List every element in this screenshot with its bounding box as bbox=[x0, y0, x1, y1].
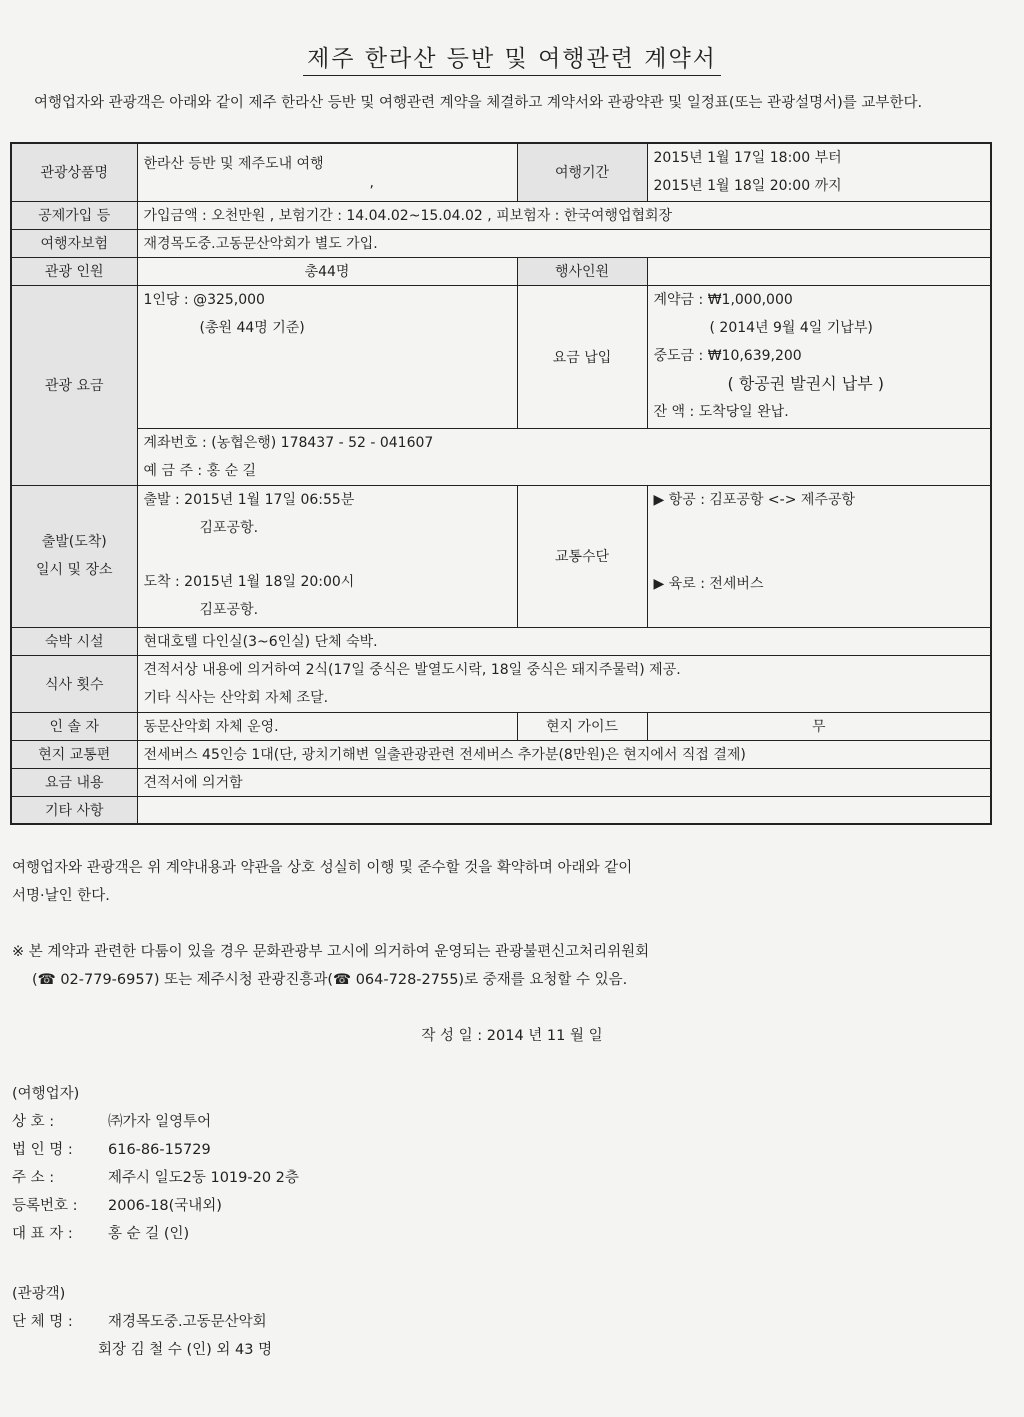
leader-label: 인 솔 자 bbox=[11, 712, 137, 740]
intro-paragraph: 여행업자와 관광객은 아래와 같이 제주 한라산 등반 및 여행관련 계약을 체결하고 계약서와 관광약관 및 일정표(또는 관광설명서)를 교부한다. bbox=[34, 95, 923, 111]
etc-value bbox=[137, 796, 991, 824]
lodging-label: 숙박 시설 bbox=[11, 627, 137, 655]
departure-label bbox=[11, 485, 137, 627]
document-title: 제주 한라산 등반 및 여행관련 계약서 bbox=[0, 40, 1024, 73]
period-label: 여행기간 bbox=[517, 143, 647, 201]
arrive-line1: 도착 : 2015년 1월 18일 20:00시 bbox=[143, 573, 355, 590]
account-number: 계좌번호 : (농협은행) 178437 - 52 - 041607 bbox=[143, 434, 434, 451]
row-lodging bbox=[11, 627, 991, 655]
agreement-line2: 서명·날인 한다. bbox=[12, 888, 110, 904]
transport-land: ▶ 육로 : 전세버스 bbox=[653, 575, 764, 592]
payment-cell bbox=[647, 285, 991, 428]
row-fee bbox=[11, 285, 991, 428]
people-label: 관광 인원 bbox=[11, 257, 137, 285]
row-fee-content bbox=[11, 768, 991, 796]
customer-group-label: 단 체 명 : bbox=[12, 1314, 73, 1330]
insurance-label: 공제가입 등 bbox=[11, 201, 137, 229]
agency-reg-value: 2006-18(국내외) bbox=[108, 1198, 222, 1214]
date-line: 작 성 일 : 2014 년 11 월 일 bbox=[421, 1028, 603, 1044]
row-local-transport bbox=[11, 740, 991, 768]
row-traveler-insurance bbox=[11, 229, 991, 257]
row-etc bbox=[11, 796, 991, 824]
period-from: 2015년 1월 17일 18:00 부터 bbox=[653, 150, 842, 167]
row-meals bbox=[11, 655, 991, 712]
row-product bbox=[11, 143, 991, 201]
agency-block bbox=[12, 1080, 1012, 1248]
fee-per-person: 1인당 : @325,000 bbox=[143, 291, 265, 308]
product-value: 한라산 등반 및 제주도내 여행 bbox=[143, 156, 324, 173]
local-transport-value: 전세버스 45인승 1대(단, 광치기해변 일출관광관련 전세버스 추가분(8만원)은 현지에서 직접 결제) bbox=[137, 740, 991, 768]
agency-corp-row bbox=[12, 1136, 1012, 1164]
agency-corp-value: 616-86-15729 bbox=[108, 1142, 211, 1158]
meals-cell bbox=[137, 655, 991, 712]
fee-basis: (총원 44명 기준) bbox=[199, 319, 305, 336]
account-holder: 예 금 주 : 홍 순 길 bbox=[143, 462, 257, 479]
period-cell bbox=[647, 143, 991, 201]
agency-rep-label: 대 표 자 : bbox=[12, 1226, 73, 1242]
row-leader bbox=[11, 712, 991, 740]
row-people bbox=[11, 257, 991, 285]
local-transport-label: 현지 교통편 bbox=[11, 740, 137, 768]
people-value: 총44명 bbox=[137, 257, 517, 285]
traveler-insurance-label: 여행자보험 bbox=[11, 229, 137, 257]
guide-label: 현지 가이드 bbox=[517, 712, 647, 740]
row-account bbox=[11, 428, 991, 485]
agency-name-value: ㈜가자 일영투어 bbox=[108, 1114, 212, 1130]
depart-line1: 출발 : 2015년 1월 17일 06:55분 bbox=[143, 491, 355, 508]
depart-line2: 김포공항. bbox=[199, 519, 259, 536]
meals-line2: 기타 식사는 산악회 자체 조달. bbox=[143, 689, 329, 706]
insurance-value: 가입금액 : 오천만원 , 보험기간 : 14.04.02~15.04.02 , 피보험자 : 한국여행업협회장 bbox=[137, 201, 991, 229]
leader-value: 동문산악회 자체 운영. bbox=[137, 712, 517, 740]
agency-name-label: 상 호 : bbox=[12, 1114, 55, 1130]
agency-rep-row bbox=[12, 1220, 1012, 1248]
customer-group-value: 재경목도중.고동문산악회 bbox=[108, 1314, 267, 1330]
pay-deposit: 계약금 : ₩1,000,000 bbox=[653, 291, 793, 308]
fee-content-label: 요금 내용 bbox=[11, 768, 137, 796]
lodging-value: 현대호텔 다인실(3~6인실) 단체 숙박. bbox=[137, 627, 991, 655]
row-departure bbox=[11, 485, 991, 627]
pay-middle-note: ( 항공권 발권시 납부 ) bbox=[727, 373, 884, 393]
traveler-insurance-value: 재경목도중.고동문산악회가 별도 가입. bbox=[137, 229, 991, 257]
notice-line1: ※ 본 계약과 관련한 다툼이 있을 경우 문화관광부 고시에 의거하여 운영되는 관광불편신고처리위원회 bbox=[12, 944, 650, 960]
customer-group-row bbox=[12, 1308, 1012, 1336]
payment-label: 요금 납입 bbox=[517, 285, 647, 428]
fee-content-value: 견적서에 의거함 bbox=[137, 768, 991, 796]
row-insurance bbox=[11, 201, 991, 229]
agreement-line1: 여행업자와 관광객은 위 계약내용과 약관을 상호 성실히 이행 및 준수할 것을 확약하며 아래와 같이 bbox=[12, 860, 633, 876]
agreement-paragraph bbox=[12, 854, 1012, 910]
transport-cell bbox=[647, 485, 991, 627]
agency-address-value: 제주시 일도2동 1019-20 2층 bbox=[108, 1170, 299, 1186]
product-mark: , bbox=[369, 175, 374, 192]
departure-cell bbox=[137, 485, 517, 627]
fee-label: 관광 요금 bbox=[11, 285, 137, 485]
pay-balance: 잔 액 : 도착당일 완납. bbox=[653, 403, 789, 420]
departure-label-line1: 출발(도착) bbox=[41, 534, 107, 550]
notice-paragraph bbox=[12, 938, 1012, 994]
agency-reg-row bbox=[12, 1192, 1012, 1220]
meals-line1: 견적서상 내용에 의거하여 2식(17일 중식은 발열도시락, 18일 중식은 돼지주물럭) 제공. bbox=[143, 661, 681, 678]
agency-reg-label: 등록번호 : bbox=[12, 1198, 78, 1214]
departure-label-line2: 일시 및 장소 bbox=[35, 562, 113, 578]
agency-name-row bbox=[12, 1108, 1012, 1136]
agency-address-label: 주 소 : bbox=[12, 1170, 55, 1186]
customer-rep-line: 회장 김 철 수 (인) 외 43 명 bbox=[98, 1342, 273, 1358]
agency-corp-label: 법 인 명 : bbox=[12, 1142, 73, 1158]
pay-middle: 중도금 : ₩10,639,200 bbox=[653, 347, 802, 364]
meals-label: 식사 횟수 bbox=[11, 655, 137, 712]
customer-heading: (관광객) bbox=[12, 1286, 66, 1302]
staff-value bbox=[647, 257, 991, 285]
transport-air: ▶ 항공 : 김포공항 <-> 제주공항 bbox=[653, 491, 855, 508]
notice-line2: (☎ 02-779-6957) 또는 제주시청 관광진흥과(☎ 064-728-2755)로 중재를 요청할 수 있음. bbox=[32, 972, 628, 988]
product-label: 관광상품명 bbox=[11, 143, 137, 201]
guide-value: 무 bbox=[647, 712, 991, 740]
etc-label: 기타 사항 bbox=[11, 796, 137, 824]
staff-label: 행사인원 bbox=[517, 257, 647, 285]
transport-label: 교통수단 bbox=[517, 485, 647, 627]
customer-block bbox=[12, 1280, 1012, 1364]
arrive-line2: 김포공항. bbox=[199, 601, 259, 618]
agency-rep-value: 홍 순 길 (인) bbox=[108, 1226, 190, 1242]
account-cell bbox=[137, 428, 991, 485]
agency-address-row bbox=[12, 1164, 1012, 1192]
fee-cell bbox=[137, 285, 517, 428]
pay-deposit-date: ( 2014년 9월 4일 기납부) bbox=[709, 319, 873, 336]
contract-table bbox=[10, 142, 992, 825]
agency-heading: (여행업자) bbox=[12, 1086, 80, 1102]
period-to: 2015년 1월 18일 20:00 까지 bbox=[653, 178, 842, 195]
product-cell bbox=[137, 143, 517, 201]
